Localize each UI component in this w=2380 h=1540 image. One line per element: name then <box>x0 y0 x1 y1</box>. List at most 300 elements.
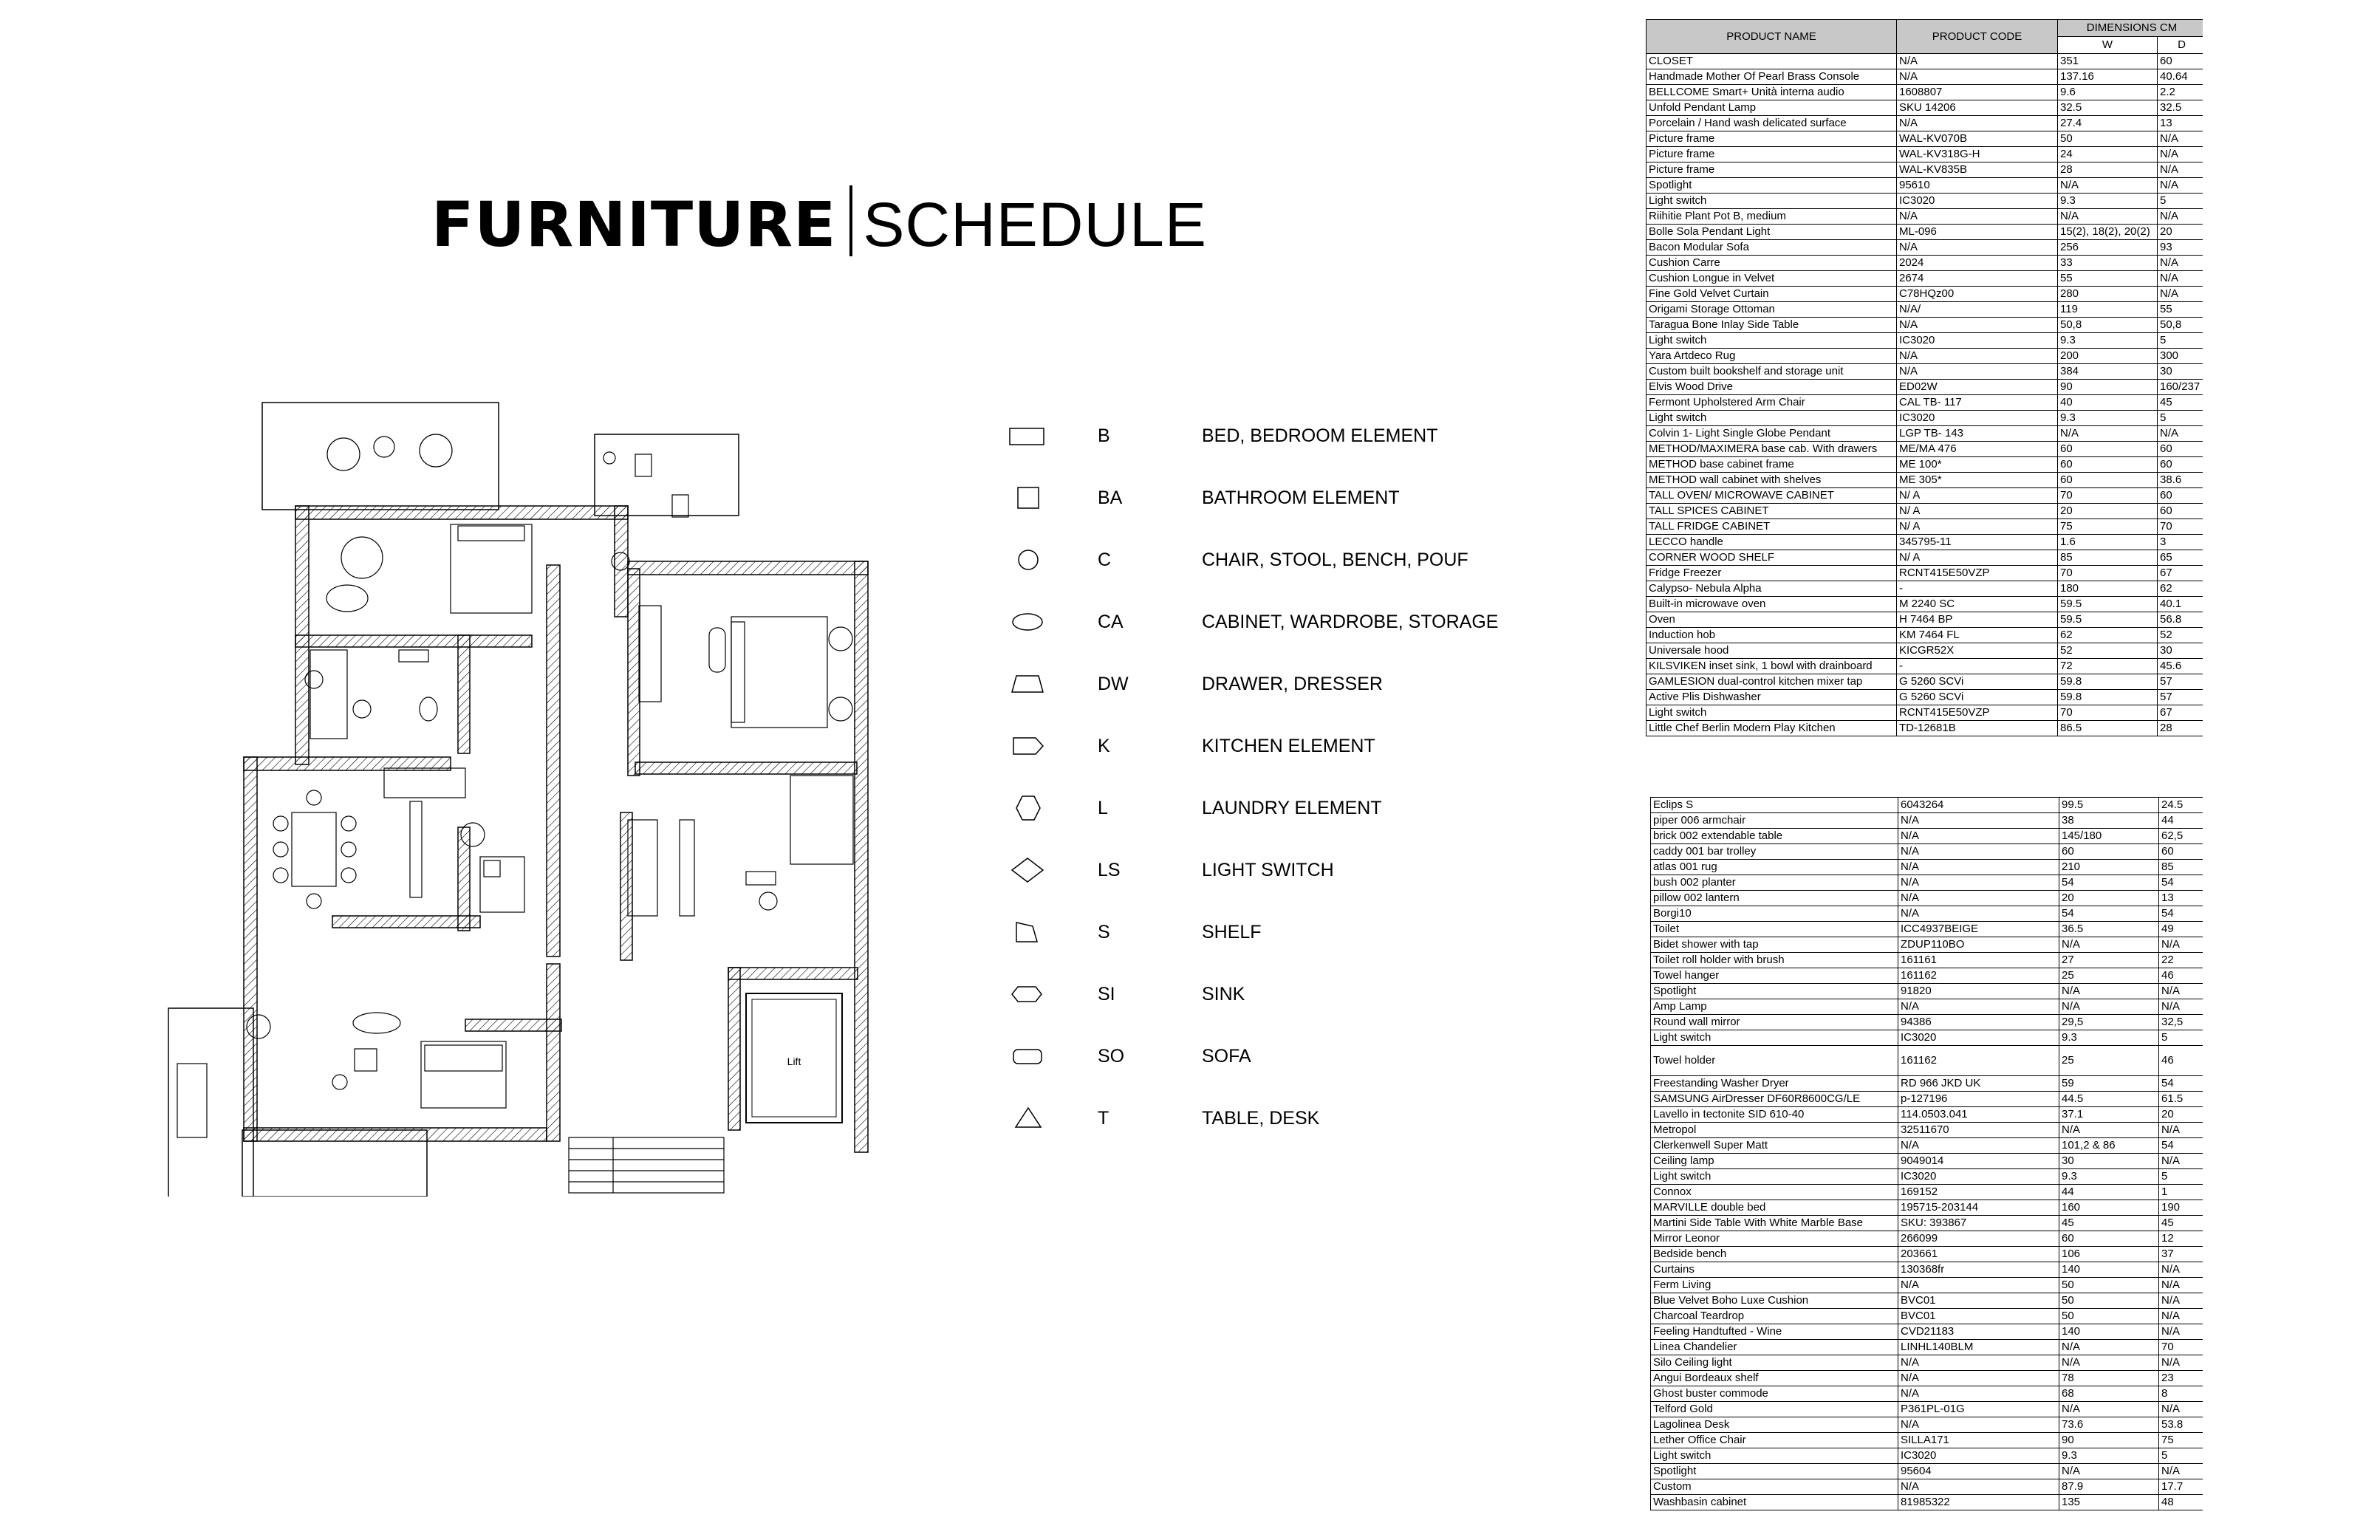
table-row <box>1646 721 2203 736</box>
cell-depth: N/A <box>2158 271 2203 287</box>
cell-product-name: Round wall mirror <box>1651 1015 1898 1030</box>
cell-width: 59.8 <box>2058 674 2158 690</box>
cell-depth: N/A <box>2158 209 2203 225</box>
cell-width: 50,8 <box>2058 318 2158 333</box>
col-depth: D <box>2158 37 2203 54</box>
cell-width: 25 <box>2059 968 2159 984</box>
table-row <box>1646 504 2203 519</box>
cell-width: N/A <box>2059 937 2159 953</box>
cell-width: 50 <box>2059 1293 2159 1309</box>
table-row <box>1646 147 2203 162</box>
cell-product-name: BELLCOME Smart+ Unità interna audio <box>1646 85 1897 100</box>
cell-product-code: N/ A <box>1897 550 2058 566</box>
cell-product-name: bush 002 planter <box>1651 875 1898 891</box>
cell-product-code: ICC4937BEIGE <box>1898 922 2059 937</box>
cell-width: 60 <box>2059 844 2159 860</box>
cell-product-code: IC3020 <box>1897 411 2058 426</box>
cell-width: N/A <box>2059 1402 2159 1417</box>
cell-depth: N/A <box>2159 1154 2203 1169</box>
table-row <box>1646 488 2203 504</box>
cell-product-code: N/ A <box>1897 488 2058 504</box>
cell-width: 50 <box>2058 131 2158 147</box>
table-row <box>1646 54 2203 69</box>
table-row <box>1651 1046 2203 1076</box>
table-row <box>1651 1278 2203 1293</box>
cell-product-name: Ceiling lamp <box>1651 1154 1898 1169</box>
cell-depth: 3 <box>2158 535 2203 550</box>
cell-depth: 20 <box>2158 225 2203 240</box>
cell-width: 40 <box>2058 395 2158 411</box>
cell-depth: N/A <box>2158 256 2203 271</box>
table-row <box>1651 829 2203 844</box>
table-row <box>1651 1479 2203 1495</box>
table-row <box>1646 457 2203 473</box>
cell-product-code: N/A <box>1898 844 2059 860</box>
table-row <box>1646 256 2203 271</box>
table-row <box>1646 302 2203 318</box>
sink-symbol-icon <box>1005 979 1049 1009</box>
cell-width: 351 <box>2058 54 2158 69</box>
cell-depth: 160/237 <box>2158 380 2203 395</box>
table-row <box>1646 581 2203 597</box>
cell-product-name: atlas 001 rug <box>1651 860 1898 875</box>
table-row <box>1646 178 2203 194</box>
cell-product-name: Light switch <box>1651 1169 1898 1185</box>
cell-depth: 55 <box>2158 302 2203 318</box>
table-row <box>1651 798 2203 813</box>
cell-product-code: N/A <box>1898 813 2059 829</box>
cell-width: 30 <box>2059 1154 2159 1169</box>
table-row <box>1646 287 2203 302</box>
cell-depth: 46 <box>2159 1046 2203 1076</box>
legend-description: KITCHEN ELEMENT <box>1202 736 1375 756</box>
table-row <box>1646 100 2203 116</box>
cell-width: 59.5 <box>2058 597 2158 612</box>
cell-product-code: 32511670 <box>1898 1123 2059 1138</box>
cell-width: 25 <box>2059 1046 2159 1076</box>
cell-product-code: 91820 <box>1898 984 2059 999</box>
cell-width: N/A <box>2058 178 2158 194</box>
cell-product-code: LGP TB- 143 <box>1897 426 2058 442</box>
cell-width: 140 <box>2059 1324 2159 1340</box>
cell-product-code: SKU 14206 <box>1897 100 2058 116</box>
cell-depth: 12 <box>2159 1231 2203 1247</box>
cell-width: 280 <box>2058 287 2158 302</box>
cell-product-name: Spotlight <box>1646 178 1897 194</box>
cell-depth: 20 <box>2159 1107 2203 1123</box>
legend-row <box>1005 855 1566 885</box>
cell-width: 72 <box>2058 659 2158 674</box>
cell-product-name: Bacon Modular Sofa <box>1646 240 1897 256</box>
legend-row <box>1005 421 1566 451</box>
cell-depth: 44 <box>2159 813 2203 829</box>
table-row <box>1651 1309 2203 1324</box>
cell-product-code: N/A <box>1898 1138 2059 1154</box>
cell-product-name: Linea Chandelier <box>1651 1340 1898 1355</box>
cell-product-name: METHOD base cabinet frame <box>1646 457 1897 473</box>
legend-row <box>1005 607 1566 637</box>
cell-product-name: piper 006 armchair <box>1651 813 1898 829</box>
table-row <box>1651 999 2203 1015</box>
cell-depth: 5 <box>2158 194 2203 209</box>
legend-description: SINK <box>1202 984 1245 1005</box>
cell-product-code: IC3020 <box>1897 333 2058 349</box>
cell-depth: 57 <box>2158 674 2203 690</box>
cell-width: 9.3 <box>2058 411 2158 426</box>
legend-row <box>1005 979 1566 1009</box>
cell-width: 60 <box>2058 442 2158 457</box>
table-row <box>1646 535 2203 550</box>
legend-row <box>1005 669 1566 699</box>
cell-depth: 65 <box>2158 550 2203 566</box>
cell-product-code: 6043264 <box>1898 798 2059 813</box>
cell-product-name: Unfold Pendant Lamp <box>1646 100 1897 116</box>
cell-product-name: Washbasin cabinet <box>1651 1495 1898 1510</box>
cell-width: 384 <box>2058 364 2158 380</box>
cell-product-code: RD 966 JKD UK <box>1898 1076 2059 1092</box>
cell-depth: N/A <box>2158 287 2203 302</box>
cell-product-name: Cushion Longue in Velvet <box>1646 271 1897 287</box>
table-row <box>1651 1495 2203 1510</box>
cell-width: 44.5 <box>2059 1092 2159 1107</box>
table-row <box>1651 1107 2203 1123</box>
cell-product-code: N/ A <box>1897 519 2058 535</box>
cell-product-name: Porcelain / Hand wash delicated surface <box>1646 116 1897 131</box>
cell-product-code: P361PL-01G <box>1898 1402 2059 1417</box>
table-row <box>1646 271 2203 287</box>
cell-depth: N/A <box>2159 1402 2203 1417</box>
cell-product-name: SAMSUNG AirDresser DF60R8600CG/LE <box>1651 1092 1898 1107</box>
cell-depth: N/A <box>2159 1309 2203 1324</box>
legend-row <box>1005 483 1566 513</box>
cell-product-code: 94386 <box>1898 1015 2059 1030</box>
cell-depth: 30 <box>2158 364 2203 380</box>
table-row <box>1651 1123 2203 1138</box>
cell-product-name: GAMLESION dual-control kitchen mixer tap <box>1646 674 1897 690</box>
cell-product-code: IC3020 <box>1897 194 2058 209</box>
cell-product-code: N/A <box>1898 1371 2059 1386</box>
table-row <box>1646 318 2203 333</box>
cell-width: 1.6 <box>2058 535 2158 550</box>
table-row <box>1646 380 2203 395</box>
cell-product-name: Picture frame <box>1646 162 1897 178</box>
cell-product-code: 345795-11 <box>1897 535 2058 550</box>
cell-product-name: LECCO handle <box>1646 535 1897 550</box>
cell-product-code: 1608807 <box>1897 85 2058 100</box>
walls <box>244 506 868 1152</box>
cell-product-name: Light switch <box>1646 194 1897 209</box>
cell-width: 75 <box>2058 519 2158 535</box>
legend-description: LAUNDRY ELEMENT <box>1202 798 1382 818</box>
cell-product-code: WAL-KV070B <box>1897 131 2058 147</box>
cell-product-name: Metropol <box>1651 1123 1898 1138</box>
cell-width: 200 <box>2058 349 2158 364</box>
cell-product-code: - <box>1897 659 2058 674</box>
cell-product-code: N/A <box>1897 318 2058 333</box>
table-row <box>1651 1185 2203 1200</box>
cell-width: 145/180 <box>2059 829 2159 844</box>
cell-width: 70 <box>2058 566 2158 581</box>
table-row <box>1646 116 2203 131</box>
cell-product-code: N/A <box>1898 1355 2059 1371</box>
cell-depth: N/A <box>2158 147 2203 162</box>
cell-width: 50 <box>2059 1309 2159 1324</box>
cell-depth: 5 <box>2159 1169 2203 1185</box>
cell-width: 68 <box>2059 1386 2159 1402</box>
cell-width: 44 <box>2059 1185 2159 1200</box>
cell-product-name: pillow 002 lantern <box>1651 891 1898 906</box>
cell-product-code: BVC01 <box>1898 1293 2059 1309</box>
legend-description: LIGHT SWITCH <box>1202 860 1334 880</box>
cell-width: 85 <box>2058 550 2158 566</box>
schedule-table-2-frame <box>1646 790 2203 1522</box>
table-row <box>1646 162 2203 178</box>
table-row <box>1646 550 2203 566</box>
legend-code: K <box>1098 736 1110 756</box>
cell-width: 36.5 <box>2059 922 2159 937</box>
table-row <box>1651 1092 2203 1107</box>
table-row <box>1651 1293 2203 1309</box>
cell-depth: 1 <box>2159 1185 2203 1200</box>
cell-product-name: Induction hob <box>1646 628 1897 643</box>
legend-code: BA <box>1098 487 1123 508</box>
cell-width: 106 <box>2059 1247 2159 1262</box>
cabinet-symbol-icon <box>1005 607 1049 637</box>
cell-product-code: 161162 <box>1898 1046 2059 1076</box>
cell-product-code: WAL-KV318G-H <box>1897 147 2058 162</box>
cell-product-code: N/A <box>1898 829 2059 844</box>
table-row <box>1651 1169 2203 1185</box>
cell-product-name: Curtains <box>1651 1262 1898 1278</box>
cell-product-name: Lavello in tectonite SID 610-40 <box>1651 1107 1898 1123</box>
page-title <box>431 183 1207 266</box>
cell-product-code: N/A <box>1898 891 2059 906</box>
cell-depth: N/A <box>2159 1464 2203 1479</box>
cell-width: 78 <box>2059 1371 2159 1386</box>
cell-width: 27.4 <box>2058 116 2158 131</box>
table-row <box>1651 1076 2203 1092</box>
cell-width: 73.6 <box>2059 1417 2159 1433</box>
cell-width: N/A <box>2059 1464 2159 1479</box>
table-row <box>1646 349 2203 364</box>
table-row <box>1651 1464 2203 1479</box>
cell-product-code: C78HQz00 <box>1897 287 2058 302</box>
table-row <box>1651 891 2203 906</box>
cell-product-code: N/A <box>1897 69 2058 85</box>
cell-product-code: SKU: 393867 <box>1898 1216 2059 1231</box>
cell-product-name: Towel hanger <box>1651 968 1898 984</box>
cell-width: 62 <box>2058 628 2158 643</box>
cell-product-code: 161161 <box>1898 953 2059 968</box>
cell-width: 37.1 <box>2059 1107 2159 1123</box>
cell-width: 137.16 <box>2058 69 2158 85</box>
cell-depth: 62,5 <box>2159 829 2203 844</box>
cell-product-name: Light switch <box>1646 333 1897 349</box>
cell-width: 59 <box>2059 1076 2159 1092</box>
cell-product-code: N/A <box>1897 116 2058 131</box>
schedule-table-1-frame <box>1640 15 2203 783</box>
cell-depth: 32,5 <box>2159 1015 2203 1030</box>
table-row <box>1651 1030 2203 1046</box>
table-row <box>1646 240 2203 256</box>
cell-product-code: TD-12681B <box>1897 721 2058 736</box>
cell-product-name: caddy 001 bar trolley <box>1651 844 1898 860</box>
cell-product-code: 95610 <box>1897 178 2058 194</box>
cell-product-name: Handmade Mother Of Pearl Brass Console <box>1646 69 1897 85</box>
table-row <box>1651 1386 2203 1402</box>
cell-product-name: Spotlight <box>1651 1464 1898 1479</box>
cell-depth: 85 <box>2159 860 2203 875</box>
cell-product-code: 130368fr <box>1898 1262 2059 1278</box>
cell-width: 99.5 <box>2059 798 2159 813</box>
cell-depth: 38.6 <box>2158 473 2203 488</box>
cell-product-name: Angui Bordeaux shelf <box>1651 1371 1898 1386</box>
table-row <box>1646 426 2203 442</box>
cell-width: 50 <box>2059 1278 2159 1293</box>
cell-depth: 190 <box>2159 1200 2203 1216</box>
cell-product-name: Riihitie Plant Pot B, medium <box>1646 209 1897 225</box>
cell-product-code: N/A <box>1897 209 2058 225</box>
table-symbol-icon <box>1005 1103 1049 1133</box>
table-row <box>1646 333 2203 349</box>
cell-width: 119 <box>2058 302 2158 318</box>
cell-product-name: Bolle Sola Pendant Light <box>1646 225 1897 240</box>
table-row <box>1651 1417 2203 1433</box>
cell-product-code: 95604 <box>1898 1464 2059 1479</box>
chair-symbol-icon <box>1005 545 1049 575</box>
cell-product-code: 2674 <box>1897 271 2058 287</box>
cell-depth: 5 <box>2159 1030 2203 1046</box>
cell-width: 160 <box>2059 1200 2159 1216</box>
cell-depth: N/A <box>2159 1278 2203 1293</box>
cell-depth: 75 <box>2159 1433 2203 1448</box>
legend-description: TABLE, DESK <box>1202 1108 1320 1129</box>
cell-depth: 50,8 <box>2158 318 2203 333</box>
cell-width: 101,2 & 86 <box>2059 1138 2159 1154</box>
balcony-west <box>168 1008 253 1197</box>
cell-product-name: Cushion Carre <box>1646 256 1897 271</box>
legend-code: SI <box>1098 984 1115 1005</box>
table-row <box>1651 1433 2203 1448</box>
drawer-symbol-icon <box>1005 669 1049 699</box>
cell-width: N/A <box>2059 1123 2159 1138</box>
cell-depth: 62 <box>2158 581 2203 597</box>
legend-description: SHELF <box>1202 922 1262 942</box>
cell-product-name: Lether Office Chair <box>1651 1433 1898 1448</box>
kitchen-symbol-icon <box>1005 731 1049 761</box>
table-row <box>1651 1154 2203 1169</box>
cell-product-name: Picture frame <box>1646 131 1897 147</box>
sofa-symbol-icon <box>1005 1041 1049 1071</box>
table-row <box>1646 411 2203 426</box>
cell-width: 38 <box>2059 813 2159 829</box>
cell-product-name: MARVILLE double bed <box>1651 1200 1898 1216</box>
table-row <box>1651 1015 2203 1030</box>
laundry-symbol-icon <box>1005 793 1049 823</box>
cell-product-code: ZDUP110BO <box>1898 937 2059 953</box>
cell-product-name: Clerkenwell Super Matt <box>1651 1138 1898 1154</box>
cell-product-code: G 5260 SCVi <box>1897 690 2058 705</box>
cell-width: 87.9 <box>2059 1479 2159 1495</box>
cell-width: N/A <box>2058 209 2158 225</box>
cell-product-name: Custom <box>1651 1479 1898 1495</box>
cell-depth: 13 <box>2158 116 2203 131</box>
table-row <box>1646 659 2203 674</box>
cell-width: 9.3 <box>2059 1448 2159 1464</box>
cell-product-name: Connox <box>1651 1185 1898 1200</box>
cell-product-name: Picture frame <box>1646 147 1897 162</box>
cell-depth: N/A <box>2158 178 2203 194</box>
cell-product-code: 81985322 <box>1898 1495 2059 1510</box>
table-row <box>1646 705 2203 721</box>
cell-depth: 40.1 <box>2158 597 2203 612</box>
cell-width: 9.6 <box>2058 85 2158 100</box>
legend-description: CABINET, WARDROBE, STORAGE <box>1202 612 1499 632</box>
cell-product-name: Toilet roll holder with brush <box>1651 953 1898 968</box>
cell-depth: 60 <box>2159 844 2203 860</box>
cell-product-code: N/A <box>1898 1417 2059 1433</box>
cell-width: N/A <box>2059 984 2159 999</box>
floor-plan <box>155 384 894 1197</box>
cell-depth: N/A <box>2159 937 2203 953</box>
cell-product-code: M 2240 SC <box>1897 597 2058 612</box>
cell-product-code: 195715-203144 <box>1898 1200 2059 1216</box>
cell-product-code: 169152 <box>1898 1185 2059 1200</box>
cell-product-code: LINHL140BLM <box>1898 1340 2059 1355</box>
col-product-name: PRODUCT NAME <box>1646 20 1897 54</box>
cell-product-code: ME/MA 476 <box>1897 442 2058 457</box>
cell-product-code: 203661 <box>1898 1247 2059 1262</box>
cell-depth: 67 <box>2158 705 2203 721</box>
cell-product-code: ME 100* <box>1897 457 2058 473</box>
cell-depth: 30 <box>2158 643 2203 659</box>
table-row <box>1651 1216 2203 1231</box>
cell-product-name: Charcoal Teardrop <box>1651 1309 1898 1324</box>
cell-product-code: N/A <box>1898 1278 2059 1293</box>
cell-product-code: IC3020 <box>1898 1030 2059 1046</box>
cell-product-name: Fermont Upholstered Arm Chair <box>1646 395 1897 411</box>
cell-product-name: brick 002 extendable table <box>1651 829 1898 844</box>
cell-depth: N/A <box>2159 999 2203 1015</box>
cell-width: 32.5 <box>2058 100 2158 116</box>
cell-width: 140 <box>2059 1262 2159 1278</box>
legend-code: SO <box>1098 1046 1125 1067</box>
table-row <box>1646 612 2203 628</box>
table-row <box>1646 69 2203 85</box>
cell-product-code: RCNT415E50VZP <box>1897 705 2058 721</box>
cell-product-code: N/A <box>1898 875 2059 891</box>
legend-description: CHAIR, STOOL, BENCH, POUF <box>1202 550 1468 570</box>
cell-product-name: TALL FRIDGE CABINET <box>1646 519 1897 535</box>
cell-product-code: WAL-KV835B <box>1897 162 2058 178</box>
cell-depth: 32.5 <box>2158 100 2203 116</box>
table-row <box>1651 1340 2203 1355</box>
cell-product-name: Fridge Freezer <box>1646 566 1897 581</box>
cell-product-code: ML-096 <box>1897 225 2058 240</box>
cell-product-code: N/A <box>1897 54 2058 69</box>
table-row <box>1646 597 2203 612</box>
cell-width: N/A <box>2059 1340 2159 1355</box>
table-row <box>1651 860 2203 875</box>
cell-product-name: Origami Storage Ottoman <box>1646 302 1897 318</box>
legend-row <box>1005 793 1566 823</box>
cell-product-name: Yara Artdeco Rug <box>1646 349 1897 364</box>
cell-product-code: IC3020 <box>1898 1448 2059 1464</box>
table-row <box>1651 937 2203 953</box>
table-row <box>1646 194 2203 209</box>
cell-width: 90 <box>2059 1433 2159 1448</box>
cell-product-name: Calypso- Nebula Alpha <box>1646 581 1897 597</box>
